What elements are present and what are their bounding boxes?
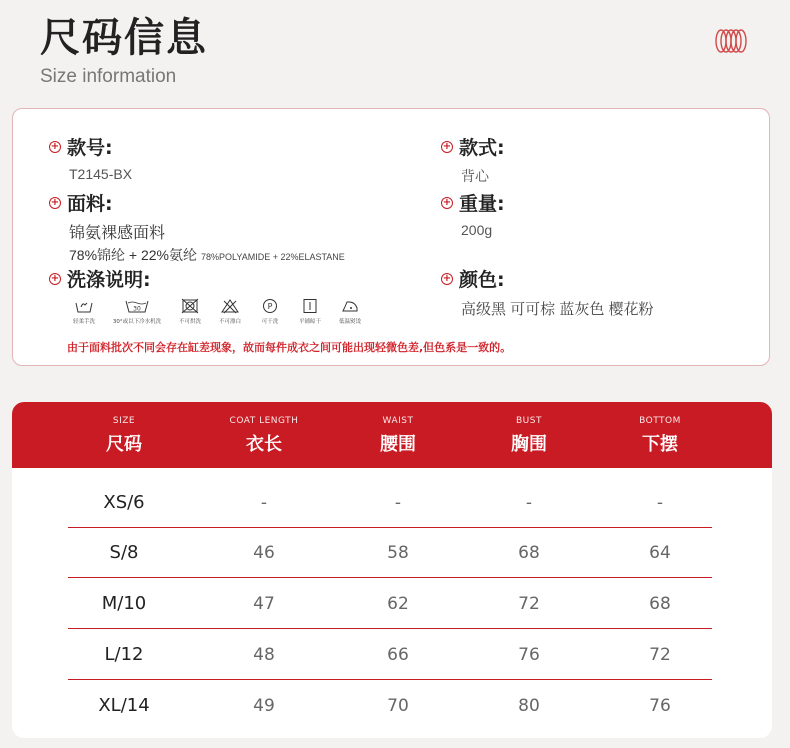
waist-cell: 62	[387, 594, 409, 614]
coat-length-cell: -	[260, 493, 268, 513]
size-table-header	[12, 402, 772, 468]
weight-field	[441, 189, 505, 238]
bust-cell: 72	[518, 594, 540, 614]
coat-length-cell: 48	[253, 645, 275, 665]
row-divider	[68, 628, 712, 629]
waist-cell: 70	[387, 696, 409, 716]
table-row	[68, 630, 712, 680]
table-row	[68, 478, 712, 528]
table-row	[68, 528, 712, 578]
care-item: 不可漂白	[215, 298, 245, 325]
color-difference-notice: 由于面料批次不同会存在缸差现象，故而每件成衣之间可能出现轻微色差,但色系是一致的。	[67, 341, 512, 354]
bottom-cell: 68	[649, 594, 671, 614]
hand-wash-icon	[74, 298, 94, 314]
rings-icon	[714, 28, 750, 54]
coat-length-cell: 46	[253, 543, 275, 563]
plus-icon: +	[442, 196, 452, 208]
bust-cell: -	[525, 493, 533, 513]
waist-cell: -	[394, 493, 402, 513]
column-header-waist: WAIST 腰围	[380, 416, 416, 455]
fabric-composition-en: 78%POLYAMIDE + 22%ELASTANE	[201, 252, 345, 262]
weight-label: 重量:	[459, 193, 505, 215]
size-cell: S/8	[109, 542, 139, 563]
svg-text:30: 30	[133, 305, 141, 313]
size-cell: M/10	[101, 593, 147, 614]
row-divider	[68, 679, 712, 680]
care-item: 轻柔手洗	[69, 298, 99, 325]
care-item: 不可烘洗	[175, 298, 205, 325]
size-table	[12, 402, 772, 738]
wash-instructions-field	[49, 265, 365, 325]
plus-icon: +	[50, 140, 60, 152]
style-number-field	[49, 133, 132, 182]
care-item: 低温熨烫	[335, 298, 365, 325]
style-type-label: 款式:	[459, 137, 505, 159]
column-header-size: SIZE 尺码	[106, 416, 142, 455]
bottom-cell: 64	[649, 543, 671, 563]
style-type-field	[441, 133, 505, 186]
style-number-value: T2145-BX	[69, 166, 133, 182]
size-cell: L/12	[104, 644, 144, 665]
column-header-bottom: BOTTOM 下摆	[639, 416, 681, 455]
plus-icon: +	[442, 272, 452, 284]
bust-cell: 76	[518, 645, 540, 665]
page-header	[40, 14, 208, 88]
size-cell: XL/14	[98, 695, 150, 716]
coat-length-cell: 47	[253, 594, 275, 614]
flat-dry-icon	[300, 298, 320, 314]
plus-icon: +	[50, 196, 60, 208]
table-row	[68, 681, 712, 731]
page-title: 尺码信息	[40, 15, 208, 61]
no-tumble-dry-icon	[180, 298, 200, 314]
bottom-cell: -	[656, 493, 664, 513]
dry-clean-icon	[260, 298, 280, 314]
table-row	[68, 579, 712, 629]
low-iron-icon	[340, 298, 360, 314]
product-info-card	[12, 108, 770, 366]
bust-cell: 80	[518, 696, 540, 716]
waist-cell: 66	[387, 645, 409, 665]
bottom-cell: 72	[649, 645, 671, 665]
color-field	[441, 265, 654, 319]
care-item: 平铺晾干	[295, 298, 325, 325]
bottom-cell: 76	[649, 696, 671, 716]
fabric-label: 面料:	[67, 193, 113, 215]
wash-30-icon	[124, 298, 150, 314]
care-symbols	[49, 298, 365, 325]
bust-cell: 68	[518, 543, 540, 563]
care-item: P 可干洗	[255, 298, 285, 325]
weight-value: 200g	[461, 222, 493, 238]
coat-length-cell: 49	[253, 696, 275, 716]
plus-icon: +	[50, 272, 60, 284]
style-number-label: 款号:	[67, 137, 113, 159]
svg-text:P: P	[267, 302, 273, 311]
care-item: 30 30°或以下冷水机洗	[109, 298, 165, 325]
color-value: 高级黑 可可棕 蓝灰色 樱花粉	[461, 301, 654, 318]
no-bleach-icon	[220, 298, 240, 314]
waist-cell: 58	[387, 543, 409, 563]
fabric-field	[49, 189, 345, 265]
column-header-bust: BUST 胸围	[511, 416, 547, 455]
size-cell: XS/6	[103, 492, 145, 513]
plus-icon: +	[442, 140, 452, 152]
color-label: 颜色:	[459, 269, 505, 291]
fabric-name: 锦氨裸感面料	[69, 225, 166, 242]
page-subtitle: Size information	[40, 66, 177, 87]
wash-label: 洗涤说明:	[67, 269, 151, 291]
style-type-value: 背心	[461, 168, 489, 184]
fabric-composition: 78%锦纶 + 22%氨纶	[69, 247, 197, 263]
row-divider	[68, 577, 712, 578]
column-header-coat-length: COAT LENGTH 衣长	[229, 416, 299, 455]
